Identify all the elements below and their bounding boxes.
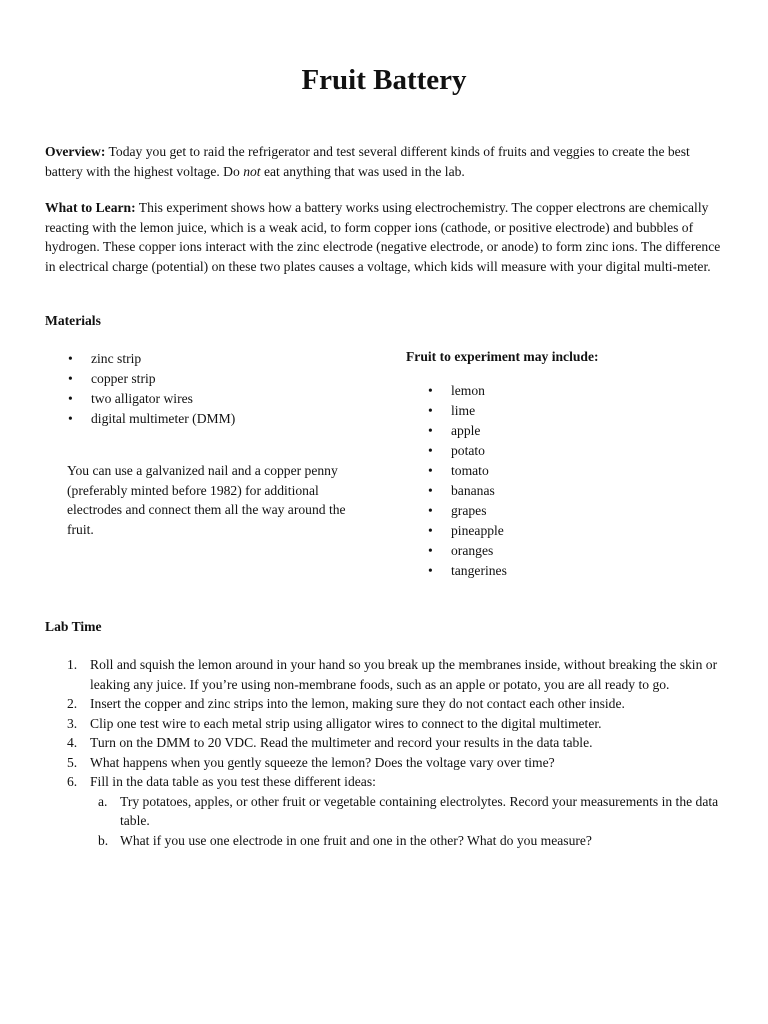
fruit-item: • tangerines: [428, 561, 507, 581]
lab-substep: [90, 831, 725, 851]
step-text: What happens when you gently squeeze the lemon? Does the voltage vary over time?: [90, 754, 555, 770]
substep-text: Try potatoes, apples, or other fruit or vegetable containing electrolytes. Record your measurements in the data table.: [120, 793, 719, 828]
lab-heading: Lab Time: [45, 619, 102, 634]
materials-item: • copper strip: [68, 369, 235, 389]
substep-letter: b.: [98, 832, 109, 848]
materials-heading: Materials: [45, 313, 101, 328]
lab-step: [45, 753, 725, 773]
fruit-item: • grapes: [428, 501, 507, 521]
fruits-list: [428, 381, 507, 581]
substep-text: What if you use one electrode in one fruit and one in the other? What do you measure?: [120, 832, 592, 848]
overview-emphasis: not: [243, 163, 261, 179]
materials-list: [68, 349, 235, 429]
overview-paragraph: [45, 142, 725, 181]
materials-note: You can use a galvanized nail and a copper penny (preferably minted before 1982) for additional electrodes and connect them all the way around the fruit.: [67, 463, 346, 537]
lab-substep: [90, 792, 725, 831]
lab-step: [45, 655, 725, 694]
step-text: Turn on the DMM to 20 VDC. Read the multimeter and record your results in the data table.: [90, 735, 593, 750]
step-number: 2.: [67, 696, 78, 711]
step-number: 1.: [67, 657, 78, 672]
overview-text-after: eat anything that was used in the lab.: [260, 163, 465, 179]
step-text: Fill in the data table as you test these different ideas:: [90, 774, 376, 789]
materials-item: • two alligator wires: [68, 389, 235, 409]
overview-text-before: Today you get to raid the refrigerator and test several different kinds of fruits and veggies to create the best battery with the highest voltage. Do: [45, 144, 690, 179]
step-text: Insert the copper and zinc strips into the lemon, making sure they do not contact each other inside.: [90, 696, 625, 711]
lab-step: [45, 733, 725, 753]
fruit-item: • potato: [428, 441, 507, 461]
materials-item: • digital multimeter (DMM): [68, 409, 235, 429]
learn-label: What to Learn:: [45, 200, 136, 215]
lab-step: [45, 772, 725, 850]
step-number: 4.: [67, 735, 78, 750]
learn-paragraph: [45, 198, 725, 276]
step-number: 5.: [67, 754, 78, 770]
fruit-item: • pineapple: [428, 521, 507, 541]
step-text: Roll and squish the lemon around in your hand so you break up the membranes inside, without breaking the skin or leaking any juice. If you’re using non-membrane foods, such as an apple or potato, you are all ready to go.: [90, 657, 718, 692]
step-text: Clip one test wire to each metal strip using alligator wires to connect to the digital multimeter.: [90, 715, 602, 731]
lab-step: [45, 714, 725, 734]
fruit-item: • oranges: [428, 541, 507, 561]
step-number: 6.: [67, 774, 78, 789]
lab-substeps-list: [90, 792, 725, 851]
fruit-item: • bananas: [428, 481, 507, 501]
fruit-item: • lemon: [428, 381, 507, 401]
fruit-item: • tomato: [428, 461, 507, 481]
page-title: Fruit Battery: [301, 64, 467, 96]
overview-label: Overview:: [45, 144, 106, 159]
lab-steps-list: [45, 655, 725, 850]
materials-item: • zinc strip: [68, 349, 235, 369]
substep-letter: a.: [98, 793, 108, 809]
fruit-item: • lime: [428, 401, 507, 421]
step-number: 3.: [67, 715, 78, 731]
lab-step: [45, 694, 725, 714]
fruit-item: • apple: [428, 421, 507, 441]
fruits-heading: Fruit to experiment may include:: [406, 349, 599, 364]
learn-text: This experiment shows how a battery works using electrochemistry. The copper electrons are chemically reacting with the lemon juice, which is a weak acid, to form copper ions (cathode, or positive electrode) and bubbles of hydrogen. These copper ions interact with the zinc electrode (negative electrode, or anode) to form zinc ions. The difference in electrical charge (potential) on these two plates causes a voltage, which kids will measure with your digital multi-meter.: [45, 200, 721, 274]
